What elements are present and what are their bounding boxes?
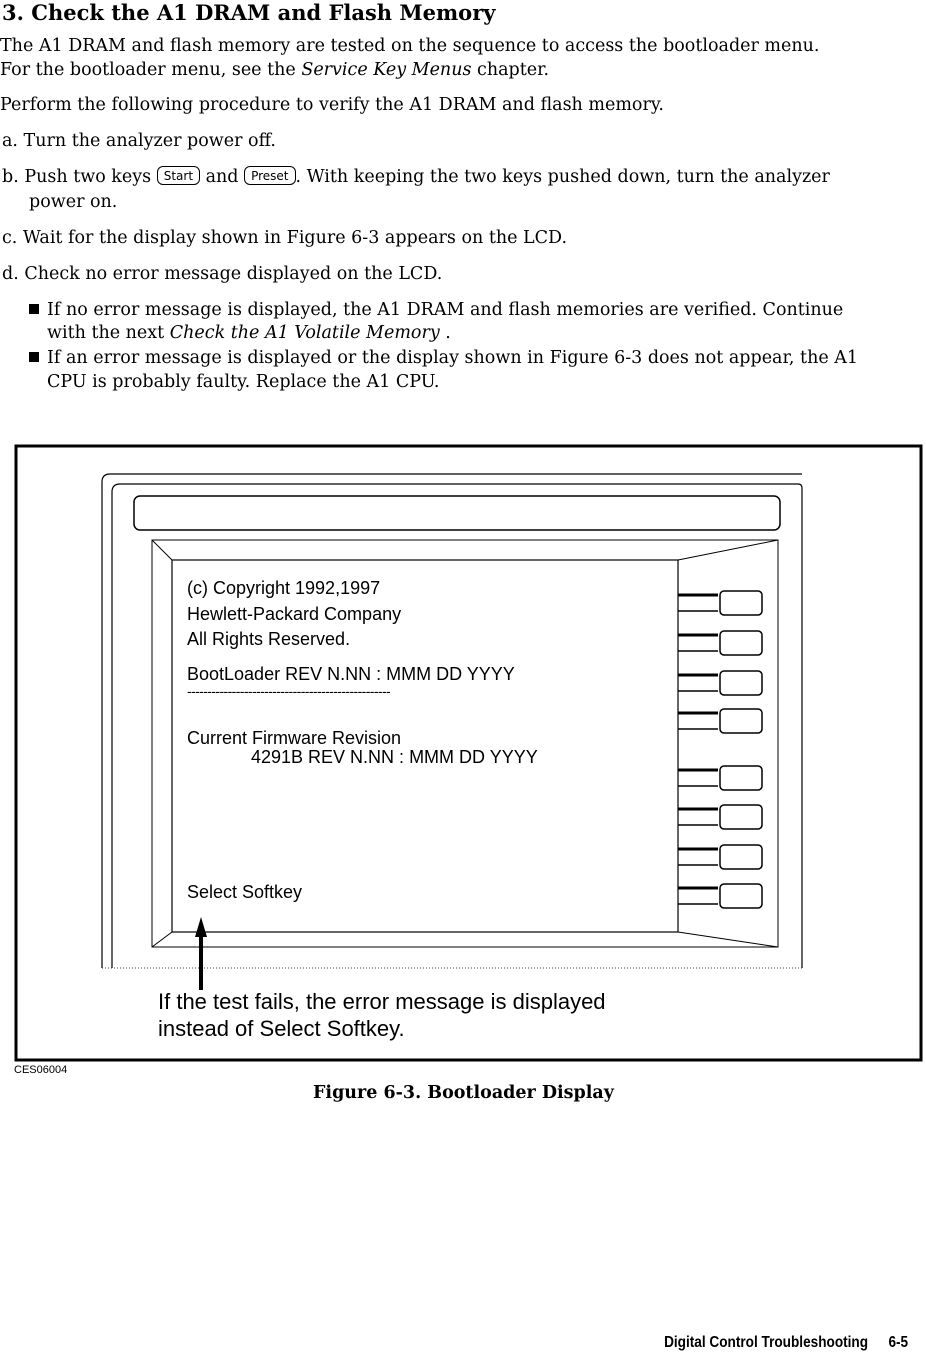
lcd-firmware-label: Current Firmware Revision	[187, 728, 402, 748]
recess-corner-tl	[152, 540, 172, 560]
section-heading: 3. Check the A1 DRAM and Flash Memory	[2, 0, 496, 25]
start-key: Start	[157, 166, 200, 185]
step-b-text: b. Push two keys	[2, 167, 157, 187]
softkeys	[678, 591, 762, 908]
page-footer	[664, 1334, 908, 1352]
recess-corner-br	[678, 932, 778, 947]
intro-line-2-end: chapter.	[471, 60, 550, 80]
bullet-2-line-2: CPU is probably faulty. Replace the A1 CPU.	[47, 372, 440, 392]
softkey-3	[720, 671, 762, 695]
lcd-firmware-revision: 4291B REV N.NN : MMM DD YYYY	[251, 747, 538, 767]
bullet-1-line-2-text: with the next	[47, 323, 170, 343]
softkey-8	[720, 884, 762, 908]
step-a: a. Turn the analyzer power off.	[2, 131, 276, 151]
bullet-1-line-2	[47, 321, 451, 345]
lcd-copyright: (c) Copyright 1992,1997	[187, 578, 381, 598]
recess-corner-tr	[678, 540, 778, 560]
step-c: c. Wait for the display shown in Figure 6-3 appears on the LCD.	[2, 228, 568, 248]
softkey-6	[720, 805, 762, 829]
softkey-5	[720, 766, 762, 790]
figure-code: CES06004	[14, 1064, 68, 1076]
intro-line-2	[0, 58, 549, 82]
lcd-select-softkey: Select Softkey	[187, 882, 303, 902]
bullet-1-line-2-end: .	[439, 323, 451, 343]
intro-line-1: The A1 DRAM and flash memory are tested on the sequence to access the bootloader menu.	[0, 36, 820, 56]
footer-section: Digital Control Troubleshooting	[663, 1334, 868, 1351]
callout-arrow-head	[195, 917, 207, 937]
bullet-2	[29, 346, 858, 370]
lcd-rights: All Rights Reserved.	[187, 629, 351, 649]
lcd-separator: --------------------------------------------------	[187, 683, 391, 699]
intro-line-2-text: For the bootloader menu, see the	[0, 60, 302, 80]
softkey-2	[720, 631, 762, 655]
figure-caption: Figure 6-3. Bootloader Display	[313, 1083, 614, 1103]
bullet-1	[29, 298, 843, 322]
bullet-2-text: If an error message is displayed or the display shown in Figure 6-3 does not appear, the A1	[47, 348, 859, 368]
service-key-menus-reference: Service Key Menus	[301, 60, 472, 80]
procedure-intro: Perform the following procedure to verify the A1 DRAM and flash memory.	[0, 95, 664, 115]
step-d: d. Check no error message displayed on the LCD.	[2, 264, 443, 284]
softkey-7	[720, 845, 762, 869]
bullet-marker	[29, 352, 39, 362]
step-b	[2, 165, 830, 189]
callout-line-2: instead of Select Softkey.	[158, 1016, 405, 1041]
step-b-line-2: power on.	[29, 192, 118, 212]
lcd-bootloader: BootLoader REV N.NN : MMM DD YYYY	[187, 664, 515, 684]
softkey-1	[720, 591, 762, 615]
callout-line-1: If the test fails, the error message is displayed	[158, 989, 606, 1014]
recess-corner-bl	[152, 932, 172, 947]
step-b-rest: . With keeping the two keys pushed down, turn the analyzer	[295, 167, 830, 187]
preset-key: Preset	[244, 166, 295, 185]
footer-page-number: 6-5	[888, 1334, 908, 1351]
bullet-marker	[29, 304, 39, 314]
step-b-and: and	[200, 167, 245, 187]
volatile-memory-reference: Check the A1 Volatile Memory	[169, 323, 440, 343]
lcd-company: Hewlett-Packard Company	[187, 604, 402, 624]
bullet-1-text: If no error message is displayed, the A1 DRAM and flash memories are verified. Continue	[47, 300, 844, 320]
status-bar	[134, 496, 780, 530]
softkey-4	[720, 709, 762, 733]
